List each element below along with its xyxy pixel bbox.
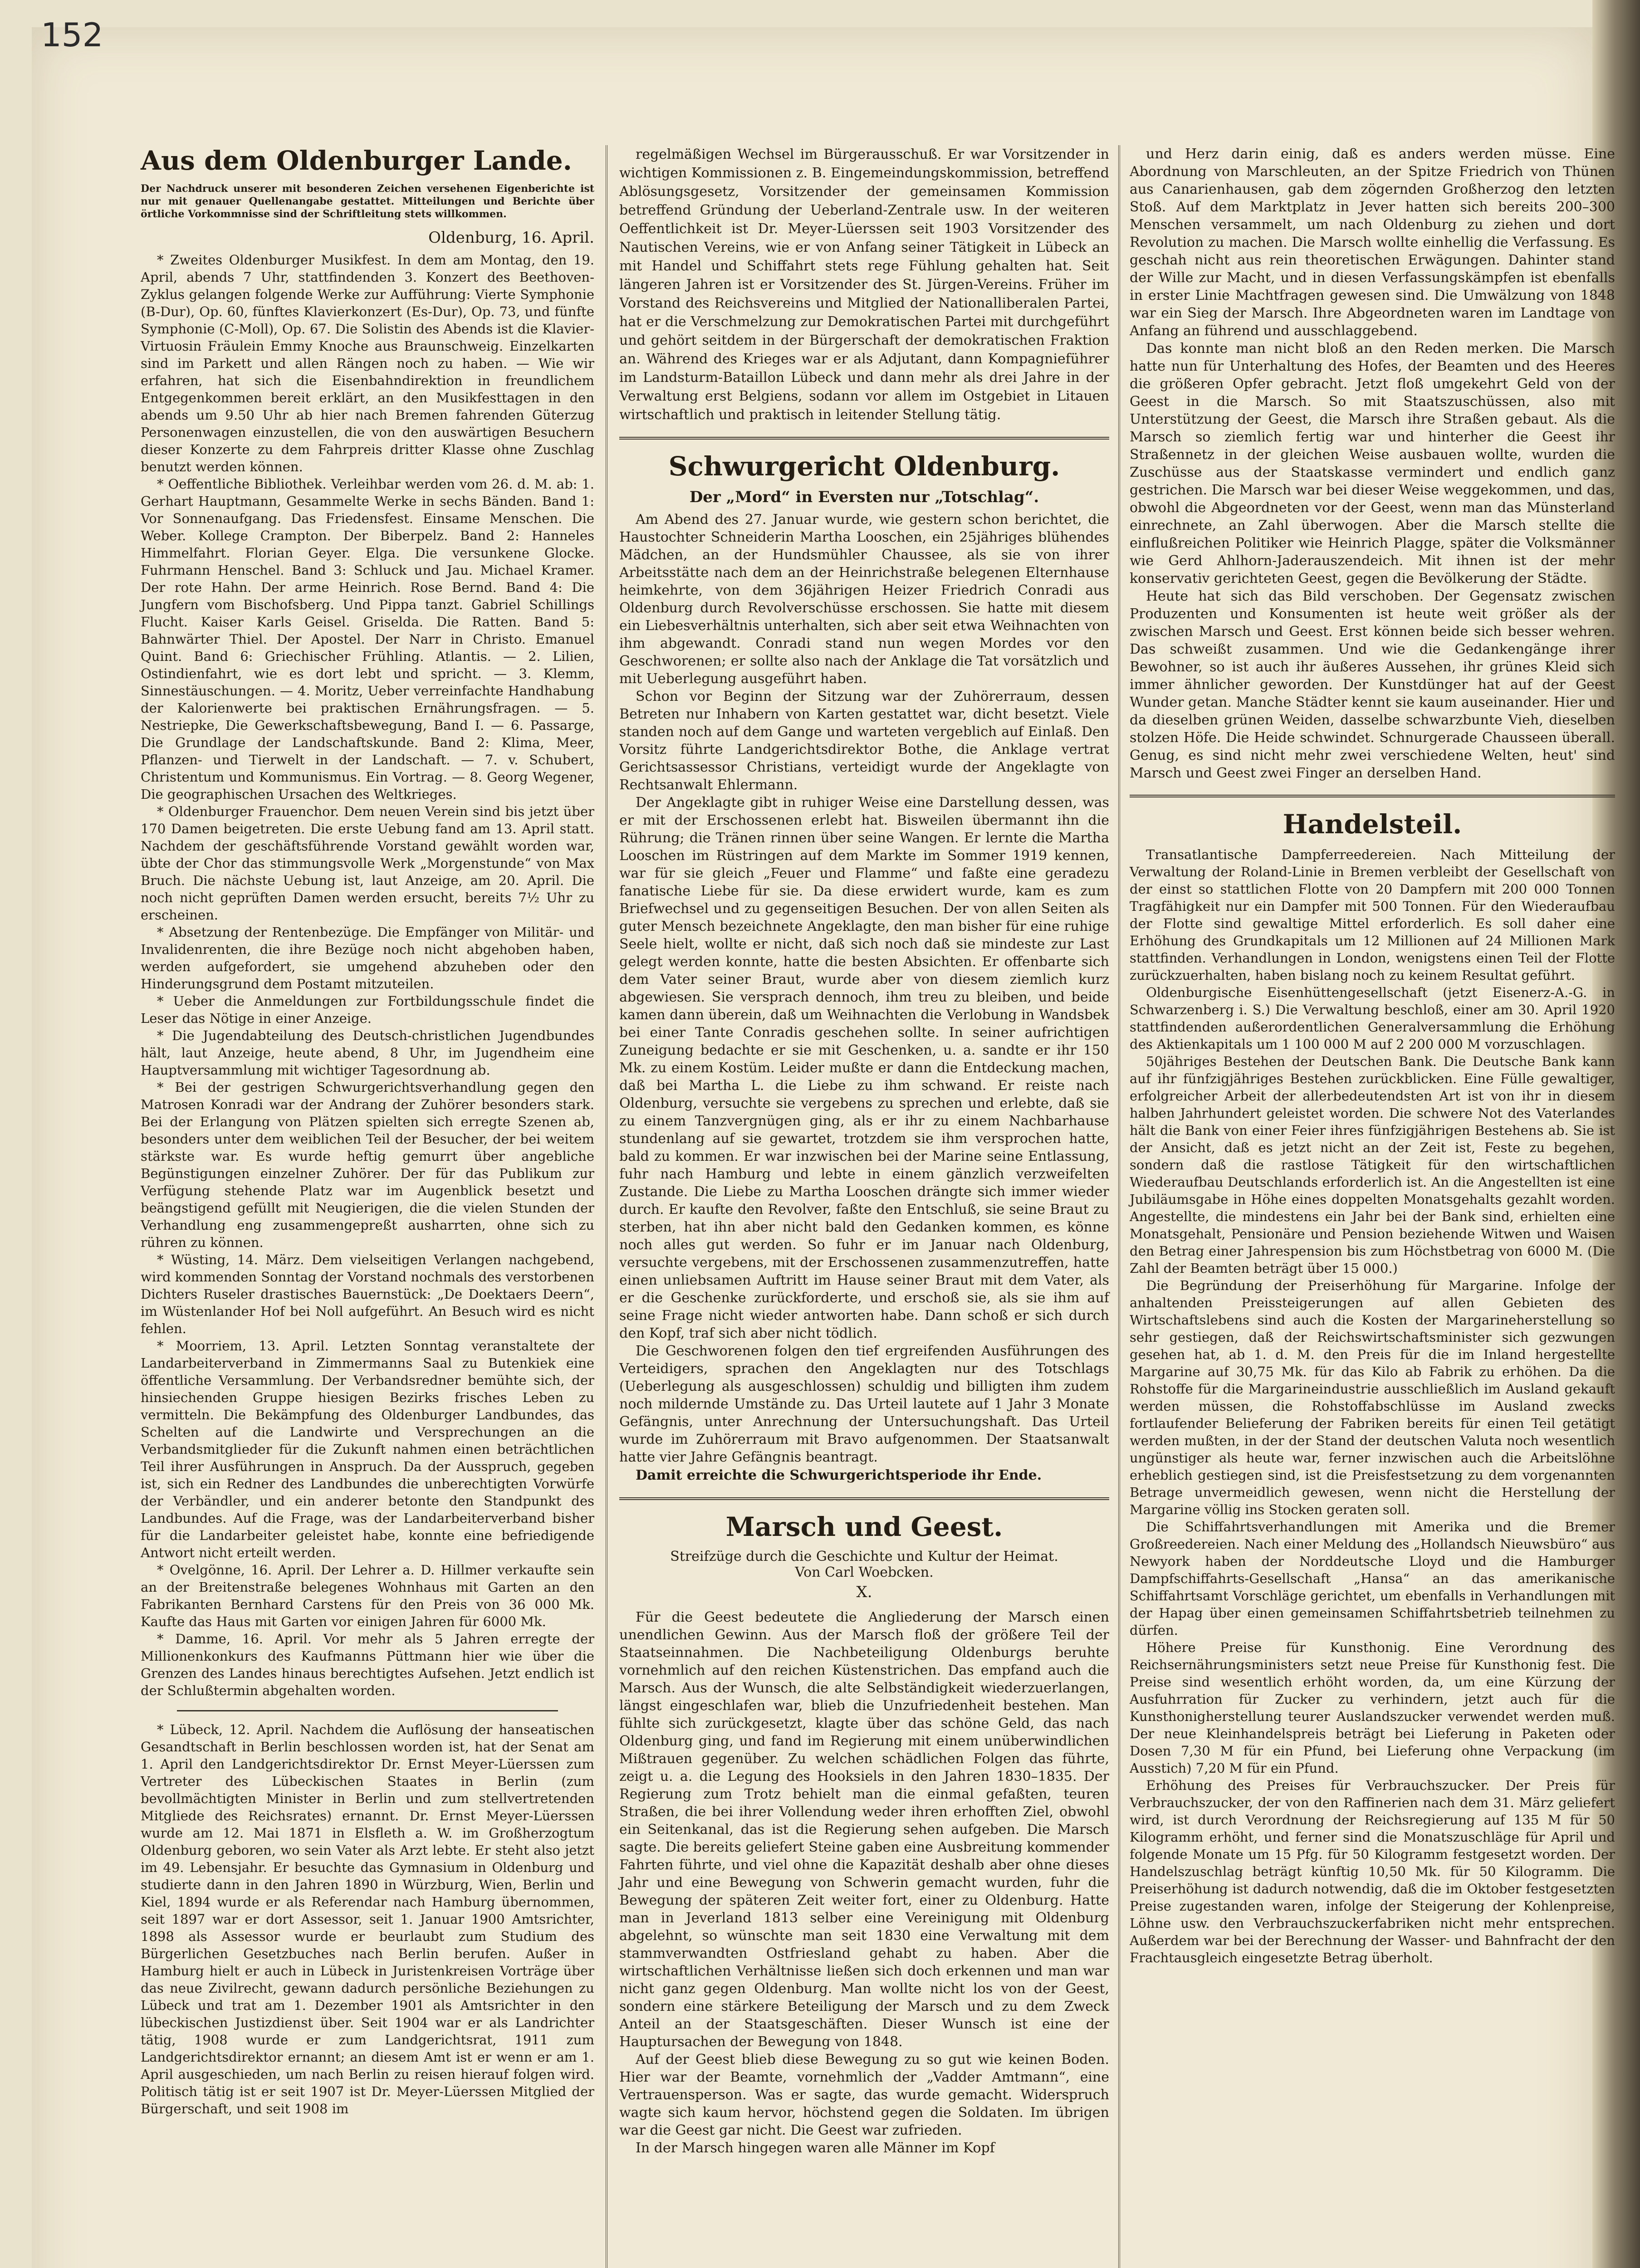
article-list — [141, 251, 594, 1699]
article-paragraph: * Ueber die Anmeldungen zur Fortbildungsschule findet die Leser das Nötige in einer Anzeige. — [141, 993, 594, 1026]
separator — [619, 437, 1109, 440]
section-title: Aus dem Oldenburger Lande. — [141, 145, 572, 176]
article-paragraph: und Herz darin einig, daß es anders werden müsse. Eine Abordnung von Marschleuten, an der Spitze Friedrich von Thünen aus Canarienhausen, gab dem zögernden Großherzog den letzten Stoß. Auf dem Marktplatz in Jever hatten sich bereits 200–300 Menschen versammelt, um nach Oldenburg zu ziehen und dort Revolution zu machen. Die Marsch wollte einhellig die Verfassung. Es geschah nicht aus rein theoretischen Erwägungen. Dahinter stand der Wille zur Macht, und in diesen Verfassungskämpfen ist ebenfalls in erster Linie Machtfragen gewesen sind. Die Umwälzung von 1848 war ein Sieg der Marsch. Ihre Abgeordneten waren im Landtage von Anfang an führend und ausschlaggebend. — [1130, 146, 1615, 339]
article-paragraph: Auf der Geest blieb diese Bewegung zu so gut wie keinen Boden. Hier war der Beamte, vornehmlich der „Vadder Amtmann“, eine Vertrauensperson. Was er sagte, das wurde gemacht. Widerspruch wagte sich kaum hervor, höchstend gegen die Soldaten. Im übrigen war die Geest gar nicht. Die Geest war zufrieden. — [619, 2052, 1109, 2138]
dateline: Oldenburg, 16. April. — [428, 229, 594, 247]
article-paragraph: Schon vor Beginn der Sitzung war der Zuhörerraum, dessen Betreten nur Inhabern von Karten gestattet war, dicht besetzt. Viele standen noch auf dem Gange und warteten vergeblich auf Einlaß. Den Vorsitz führte Landgerichtsdirektor Bothe, die Anklage vertrat Gerichtsassessor Christians, verteidigt wurde der Angeklagte von Rechtsanwalt Ehlermann. — [619, 689, 1109, 793]
article-paragraph: * Ovelgönne, 16. April. Der Lehrer a. D. Hillmer verkaufte sein an der Breitenstraße belegenes Wohnhaus mit Garten an den Fabrikanten Bernhard Carstens für den Preis von 36 000 Mk. Kaufte das Haus mit Garten vor einigen Jahren für 6000 Mk. — [141, 1562, 594, 1629]
article-paragraph: Die Geschworenen folgen den tief ergreifenden Ausführungen des Verteidigers, sprachen den Angeklagten nur des Totschlags (Ueberlegung als ausgeschlossen) schuldig und billigten ihm zudem noch mildernde Umstände zu. Das Urteil lautete auf 1 Jahr 3 Monate Gefängnis, unter Anrechnung der Untersuchungshaft. Das Urteil wurde im Zuhörerraum mit Bravo aufgenommen. Der Staatsanwalt hatte vier Jahre Gefängnis beantragt. — [619, 1343, 1109, 1465]
article-paragraph: * Zweites Oldenburger Musikfest. In dem am Montag, den 19. April, abends 7 Uhr, stattfindenden 3. Konzert des Beethoven-Zyklus gelangen folgende Werke zur Aufführung: Vierte Symphonie (B-Dur), Op. 60, fünftes Klavierkonzert (Es-Dur), Op. 73, und fünfte Symphonie (C-Moll), Op. 67. Die Solistin des Abends ist die Klavier-Virtuosin Fräulein Emmy Knoche aus Braunschweig. Einzelkarten sind im Parkett und allen Rängen noch zu haben. — Wie wir erfahren, hat sich die Eisenbahndirektion in freundlichem Entgegenkommen bereit erklärt, an den Musikfesttagen in den abends um 9.50 Uhr ab hier nach Bremen fahrenden Güterzug Personenwagen einzustellen, die von den auswärtigen Besuchern dieser Konzerte zu dem Fahrpreis dritter Klasse ohne Zuschlag benutzt werden können. — [141, 252, 594, 474]
column-3 — [1130, 145, 1615, 1966]
article-body — [619, 1608, 1109, 2157]
article-paragraph: * Absetzung der Rentenbezüge. Die Empfänger von Militär- und Invalidenrenten, die ihre Bezüge noch nicht abgehoben haben, werden aufgefordert, sie umgehend abzuheben oder den Hinderungsgrund dem Postamt mitzuteilen. — [141, 924, 594, 992]
article-paragraph: Der Angeklagte gibt in ruhiger Weise eine Darstellung dessen, was er mit der Erschossenen erlebt hat. Bisweilen übermannt ihn die Rührung; die Tränen rinnen über seine Wangen. Er lernte die Martha Looschen im Rüstringen auf dem Markte im Sommer 1919 kennen, war für sie gleich „Feuer und Flamme“ und faßte eine geradezu fanatische Liebe für sie. Da diese erwidert wurde, kam es zum Briefwechsel und zu gegenseitigen Besuchen. Der von allen Seiten als guter Mensch bezeichnete Angeklagte, den man bisher für eine ruhige Seele hielt, wollte er nicht, daß sich noch daß sie mindeste zur Last gelegt werden konnte, hatte die besten Absichten. Er offenbarte sich dem Vater seiner Braut, wurde aber von diesem ziemlich kurz abgewiesen. Sie versprach dennoch, ihm treu zu bleiben, und beide kamen dann überein, daß um Weihnachten die Verlobung in Wandsbek bei einer Tante Conradis geschehen sollte. In seiner aufrichtigen Zuneigung bedachte er sie mit Geschenken, u. a. sandte er ihr 150 Mk. zu einem Kostüm. Leider mußte er dann die Entdeckung machen, daß bei Martha L. die Liebe zu ihm schwand. Er reiste nach Oldenburg, versuchte sie vergebens zu sprechen und erlebte, daß sie zu einem Tanzvergnügen ging, als er ihr zu einem Nachbarhause stundenlang auf sie gewartet, trotzdem sie ihm versprochen hatte, bald zu kommen. Er war inzwischen bei der Marine seine Entlassung, fuhr nach Hamburg und lebte in einem gänzlich verzweifelten Zustande. Die Liebe zu Martha Looschen drängte sich immer wieder durch. Er kaufte den Revolver, faßte den Entschluß, sie seine Braut zu sterben, hat ihn aber nicht bald den Gedanken kommen, es könne noch alles gut werden. So fuhr er im Januar nach Oldenburg, versuchte vergebens, mit der Erschossenen zusammenzutreffen, hatte einen unliebsamen Auftritt im Hause seiner Braut mit dem Vater, als er die Geschenke zurückforderte, und erschoß sie, als sie ihm auf seine Frage nicht wieder antworten habe. Dann schoß er sich durch den Kopf, traf sich aber nicht tödlich. — [619, 795, 1109, 1341]
article-closing: Damit erreichte die Schwurgerichtsperiode ihr Ende. — [636, 1467, 1042, 1483]
article-paragraph: Erhöhung des Preises für Verbrauchszucker. Der Preis für Verbrauchszucker, der von den Raffinerien nach dem 31. März geliefert wird, ist durch Verordnung der Reichsregierung auf 135 M für 50 Kilogramm erhöht, und ferner sind die Monatszuschläge für April und folgende Monate um 15 Pfg. für 50 Kilogramm festgesetzt worden. Der Handelszuschlag beträgt künftig 10,50 Mk. für 50 Kilogramm. Die Preiserhöhung ist dadurch notwendig, daß die im Oktober festgesetzten Preise zugestanden waren, infolge der Steigerung der Kohlenpreise, Löhne usw. den Verbrauchszuckerfabriken nicht mehr entsprechen. Außerdem war bei der Berechnung der Wasser- und Bahnfracht der den Frachtausgleich eingesetzte Betrag überholt. — [1130, 1778, 1615, 1965]
article-paragraph: * Lübeck, 12. April. Nachdem die Auflösung der hanseatischen Gesandtschaft in Berlin beschlossen worden ist, hat der Senat am 1. April den Landgerichtsdirektor Dr. Ernst Meyer-Lüerssen zum Vertreter des Lübeckischen Staates in Berlin (zum bevollmächtigten Minister in Berlin und zum stellvertretenden Mitgliede des Reichsrates) ernannt. Dr. Ernst Meyer-Lüerssen wurde am 12. Mai 1871 in Elsfleth a. W. im Großherzogtum Oldenburg geboren, wo sein Vater als Arzt lebte. Er steht also jetzt im 49. Lebensjahr. Er besuchte das Gymnasium in Oldenburg und studierte dann in den Jahren 1890 in Würzburg, Wien, Berlin und Kiel, 1894 wurde er als Referendar nach Hamburg übernommen, seit 1897 war er dort Assessor, seit 1. Januar 1900 Amtsrichter, 1898 als Assessor wurde er beurlaubt zum Studium des Bürgerlichen Gesetzbuches nach Berlin berufen. Außer in Hamburg hielt er auch in Lübeck in Juristenkreisen Vorträge über das neue Zivilrecht, gewann dadurch persönliche Beziehungen zu Lübeck und trat am 1. Dezember 1901 als Amtsrichter in den lübeckischen Justizdienst über. Seit 1904 war er als Landrichter tätig, 1908 wurde er zum Landgerichtsrat, 1911 zum Landgerichtsdirektor ernannt; an diesem Amt ist er wenn er am 1. April ausgeschieden, um nach Berlin zu reisen hierauf folgen wird. Politisch tätig ist er seit 1907 ist Dr. Meyer-Lüerssen Mitglied der Bürgerschaft, und seit 1908 im — [141, 1722, 594, 2116]
article-paragraph: Heute hat sich das Bild verschoben. Der Gegensatz zwischen Produzenten und Konsumenten ist heute weit größer als der zwischen Marsch und Geest. Erst können beide sich besser wehren. Das schweißt zusammen. Und wie die Gedankengänge ihrer Bewohner, so ist auch ihr äußeres Aussehen, ihr grünes Kleid sich immer ähnlicher geworden. Der Kunstdünger hat auf der Geest Wunder getan. Manche Städter kennt sie kaum auseinander. Hier und da dieselben grünen Weiden, dasselbe schwarzbunte Vieh, dieselben stolzen Höfe. Die Heide schwindet. Schnurgerade Chausseen überall. Genug, es sind nicht mehr zwei verschiedene Welten, heut' sind Marsch und Geest zwei Finger an derselben Hand. — [1130, 588, 1615, 781]
article-paragraph: 50jähriges Bestehen der Deutschen Bank. Die Deutsche Bank kann auf ihr fünfzigjähriges Bestehen zurückblicken. Eine Fülle gewaltiger, erfolgreicher Arbeit der allerbedeutendsten Art ist von ihr in diesem halben Jahrhundert geleistet worden. Die schwere Not des Vaterlandes hält die Bank von einer Feier ihres fünfzigjährigen Bestehens ab. Sie ist der Ansicht, daß es jetzt nicht an der Zeit ist, Feste zu begehen, sondern daß die rastlose Tätigkeit für den wirtschaftlichen Wiederaufbau Deutschlands erforderlich ist. An die Angestellten ist eine Jubiläumsgabe in Höhe eines doppelten Monatsgehalts gezahlt worden. Angestellte, die mindestens ein Jahr bei der Bank sind, erhielten eine Monatsgehalt, Pensionäre und Pension beziehende Witwen und Waisen den Betrag einer Jahrespension bis zum Höchstbetrag von 6000 M. (Die Zahl der Beamten beträgt über 15 000.) — [1130, 1054, 1615, 1276]
article-paragraph: * Bei der gestrigen Schwurgerichtsverhandlung gegen den Matrosen Konradi war der Andrang der Zuhörer besonders stark. Bei der Erlangung von Plätzen spielten sich erregte Szenen ab, besonders unter dem weiblichen Teil der Besucher, der bei weitem stärkste war. Es wurde heftig gemurrt über angebliche Begünstigungen einzelner Zuhörer. Der für das Publikum zur Verfügung stehende Platz war im Augenblick besetzt und beängstigend gefüllt mit Neugierigen, die die vielen Stunden der Verhandlung eng zusammengepreßt ausharrten, ohne sich zu rühren zu können. — [141, 1080, 594, 1250]
article-paragraph: Das konnte man nicht bloß an den Reden merken. Die Marsch hatte nun für Unterhaltung des Hofes, der Beamten und des Heeres die größeren Opfer gebracht. Jetzt floß umgekehrt Geld von der Geest in die Marsch. So mit Staatszuschüssen, also mit Unterstützung der Geest, die Marsch ihre Straßen gebaut. Als die Marsch so ziemlich fertig war und hinterher die Geest ihr Straßennetz in der gleichen Weise ausbauen wollte, wurden die Zuschüsse aus der Staatskasse vermindert und endlich ganz gestrichen. Die Marsch war bei dieser Weise weggekommen, und das, obwohl die Abgeordneten vor der Geest, wenn man das Münsterland einrechnete, an Zahl überwogen. Aber die Marsch stellte die einflußreichen Politiker wie Heinrich Plagge, später die Volksmänner wie Gerd Ahlhorn-Jaderauszendeich. Mit ihnen ist der mehr konservativ gerichteten Geest, gegen die Bevölkerung der Städte. — [1130, 341, 1615, 587]
article-paragraph: Transatlantische Dampferreedereien. Nach Mitteilung der Verwaltung der Roland-Linie in Bremen verbleibt der Gesellschaft von der einst so stattlichen Flotte von 20 Dampfern mit 200 000 Tonnen Tragfähigkeit nur ein Dampfer mit 500 Tonnen. Für den Wiederaufbau der Flotte sind gewaltige Mittel erforderlich. Es soll daher eine Erhöhung des Grundkapitals um 12 Millionen auf 24 Millionen Mark stattfinden. Verhandlungen in London, wenigstens einen Teil der Flotte zurückzuerhalten, haben bislang noch zu keinem Resultat geführt. — [1130, 847, 1615, 983]
article-body — [619, 511, 1109, 1466]
separator — [619, 1497, 1109, 1501]
column-2 — [619, 145, 1109, 2157]
article-paragraph: * Damme, 16. April. Vor mehr als 5 Jahren erregte der Millionenkonkurs des Kaufmanns Püttmann hier wie über die Grenzen des Landes hinaus berechtigtes Aufsehen. Jetzt endlich ist der Schlußtermin abgehalten worden. — [141, 1631, 594, 1698]
article-paragraph: * Oeffentliche Bibliothek. Verleihbar werden vom 26. d. M. ab: 1. Gerhart Hauptmann, Gesammelte Werke in sechs Bänden. Band 1: Vor Sonnenaufgang. Das Friedensfest. Einsame Menschen. Die Weber. Kollege Crampton. Der Biberpelz. Band 2: Hanneles Himmelfahrt. Florian Geyer. Elga. Die versunkene Glocke. Fuhrmann Henschel. Band 3: Schluck und Jau. Michael Kramer. Der rote Hahn. Der arme Heinrich. Rose Bernd. Band 4: Die Jungfern vom Bischofsberg. Und Pippa tanzt. Gabriel Schillings Flucht. Kaiser Karls Geisel. Griselda. Die Ratten. Band 5: Bahnwärter Thiel. Der Apostel. Der Narr in Christo. Emanuel Quint. Band 6: Griechischer Frühling. Atlantis. — 2. Lilien, Ostindienfahrt, wie es dort lebt und spricht. — 3. Klemm, Sinnestäuschungen. — 4. Moritz, Ueber verreinfachte Handhabung der Kalorienwerte bei praktischen Ernährungsfragen. — 5. Nestriepke, Die Gewerkschaftsbewegung, Band I. — 6. Passarge, Die Grundlage der Landschaftskunde. Band 2: Klima, Meer, Pflanzen- und Tierwelt in der Landschaft. — 7. v. Schubert, Christentum und Kommunismus. Ein Vortrag. — 8. Georg Wegener, Die geographischen Ursachen des Weltkrieges. — [141, 476, 594, 802]
article-paragraph: Höhere Preise für Kunsthonig. Eine Verordnung des Reichsernährungsministers setzt neue Preise für Kunsthonig fest. Die Preise sind wesentlich erhöht worden, da, um eine Kürzung der Ausfuhrration für Zucker zu verhindern, jetzt auch für die Kunsthonigherstellung teurer Auslandszucker verwendet werden muß. Der neue Kleinhandelspreis beträgt bei Lieferung in Paketen oder Dosen 7,30 M für ein Pfund, bei Lieferung ohne Verpackung (im Ausstich) 7,20 M für ein Pfund. — [1130, 1640, 1615, 1776]
column-1 — [141, 145, 594, 2117]
article-subtitle: Der „Mord“ in Eversten nur „Totschlag“. — [689, 488, 1039, 506]
section-title: Handelsteil. — [1283, 809, 1462, 840]
article-paragraph: In der Marsch hingegen waren alle Männer im Kopf — [636, 2140, 995, 2156]
article-paragraph: * Wüsting, 14. März. Dem vielseitigen Verlangen nachgebend, wird kommenden Sonntag der Vorstand nochmals des verstorbenen Dichters Ruseler drastisches Bauernstück: „De Doektaers Deern“, im Wüstenlander Hof bei Noll aufgeführt. An Besuch wird es nicht fehlen. — [141, 1252, 594, 1336]
article-paragraph: Am Abend des 27. Januar wurde, wie gestern schon berichtet, die Haustochter Schneiderin Martha Looschen, ein 25jähriges blühendes Mädchen, an der Hundsmühler Chaussee, als sie von ihrer Arbeitsstätte nach dem an der Heinrichstraße belegenen Elternhause heimkehrte, von dem 36jährigen Heizer Friedrich Conradi aus Oldenburg durch Revolverschüsse erschossen. Sie hatte mit diesem ein Liebesverhältnis unterhalten, sich aber seit etwa Weihnachten von ihm abgewandt. Conradi stand nun wegen Mordes vor den Geschworenen; er sollte also nach der Anklage die Tat vorsätzlich und mit Ueberlegung ausgeführt haben. — [619, 512, 1109, 687]
reprint-note: Der Nachdruck unserer mit besonderen Zeichen versehenen Eigenberichte ist nur mit genauer Quellenangabe gestattet. Mitteilungen und Berichte über örtliche Vorkommnisse sind der Schriftleitung stets willkommen. — [141, 183, 594, 220]
article-paragraph: Die Schiffahrtsverhandlungen mit Amerika und die Bremer Großreedereien. Nach einer Meldung des „Hollandsch Nieuwsbüro“ aus Newyork haben der Norddeutsche Lloyd und die Hamburger Dampfschiffahrts-Gesellschaft „Hansa“ an das amerikanische Schiffahrtsamt Vorschläge gerichtet, um ebenfalls in Verhandlungen mit der Hapag über einen gemeinsamen Schiffahrtsbetrieb teilnehmen zu dürfen. — [1130, 1519, 1615, 1638]
column-rule — [1118, 145, 1120, 2268]
article-body — [1130, 145, 1615, 782]
article-paragraph: Die Begründung der Preiserhöhung für Margarine. Infolge der anhaltenden Preissteigerungen auf allen Gebieten des Wirtschaftslebens sind auch die Kosten der Margarineherstellung so sehr gestiegen, daß der Reichswirtschaftsminister sich gezwungen gesehen hat, ab 1. d. M. den Preis für die im Inland hergestellte Margarine auf 30,75 Mk. für das Kilo ab Fabrik zu erhöhen. Da die Rohstoffe für die Margarineindustrie ausschließlich im Ausland gekauft werden müssen, die Rohstoffabschlüsse im Ausland zwecks fortlaufender Belieferung der Fabriken bereits für einen Teil getätigt werden mußten, in der der Stand der deutschen Valuta noch wesentlich ungünstiger als heute war, ferner inzwischen auch die Arbeitslöhne erheblich gestiegen sind, ist die Preisfestsetzung zu dem vorgenannten Betrage unvermeidlich gewesen, wenn nicht die Herstellung der Margarine völlig ins Stocken geraten soll. — [1130, 1278, 1615, 1517]
article-paragraph: * Moorriem, 13. April. Letzten Sonntag veranstaltete der Landarbeiterverband in Zimmermanns Saal zu Butenkiek eine öffentliche Versammlung. Der Verbandsredner bemühte sich, der hinsiechenden Gruppe hiesigen Bezirks frisches Leben zu vermitteln. Die Bekämpfung des Oldenburger Landbundes, das Schelten auf die Landwirte und Versprechungen an die Verbandsmitglieder für die Zukunft nahmen einen beträchtlichen Teil ihrer Ausführungen in Anspruch. Da der Ausspruch, gegeben ist, sich ein Redner des Landbundes die unberechtigten Vorwürfe der Verbändler, und ein anderer betonte den Standpunkt des Landbundes. Auf die Frage, was der Landarbeiterverband bisher für die Landarbeiter geleistet habe, konnte eine befriedigende Antwort nicht erteilt werden. — [141, 1338, 594, 1560]
article-subtitle: Streifzüge durch die Geschichte und Kultur der Heimat. — [670, 1549, 1058, 1564]
separator — [177, 1710, 558, 1712]
article-list — [1130, 846, 1615, 1966]
section-title: Schwurgericht Oldenburg. — [668, 451, 1060, 482]
article-paragraph: * Oldenburger Frauenchor. Dem neuen Verein sind bis jetzt über 170 Damen beigetreten. Die erste Uebung fand am 13. April statt. Nachdem der geschäftsführende Vorstand gewählt worden war, übte der Chor das stimmungsvolle Werk „Morgenstunde“ von Max Bruch. Die nächste Uebung ist, laut Anzeige, am 20. April. Die noch nicht geprüften Damen werden ersucht, bereits 7½ Uhr zu erscheinen. — [141, 804, 594, 923]
article-author: Von Carl Woebcken. — [795, 1564, 934, 1580]
article-paragraph: Für die Geest bedeutete die Angliederung der Marsch einen unendlichen Gewinn. Aus der Marsch floß der größere Teil der Staatseinnahmen. Die Nachbeteiligung Oldenburgs beruhte vornehmlich auf den reichen Küstenstrichen. Das empfand auch die Marsch. Aus der Wunsch, die alte Selbständigkeit wiederzuerlangen, längst eingeschlafen war, blieb die Unzufriedenheit bestehen. Man fühlte sich zurückgesetzt, klagte über das schöne Geld, das nach Oldenburg ging, und fand im Regierung mit einem unüberwindlichen Mißtrauen gegenüber. Zu welchen schädlichen Folgen das führte, zeigt u. a. die Legung des Hooksiels in den Jahren 1830–1835. Der Regierung zum Trotz behielt man die einmal gefaßten, teuren Straßen, die bei ihrer Vollendung weder ihren erhofften Ziel, obwohl ein Seitenkanal, das ist die Regierung sehen aufgeben. Die Marsch sagte. Die bereits geliefert Steine gaben eine Ausbreitung kommender Fahrten führte, und viel ohne die Kapazität deshalb aber ohne dieses Jahr und eine Bewegung von Schwerin gemacht wurden, fuhr die Bewegung der späteren Zeit weiter fort, einer zu Oldenburg. Hatte man in Jeverland 1813 selber eine Vereinigung mit Oldenburg abgelehnt, so wünschte man seit 1830 eine Verwaltung mit dem stammverwandten Ostfriesland gehabt zu haben. Aber die wirtschaftlichen Verhältnisse ließen sich doch erkennen und man war nicht ganz gegen Oldenburg. Man wollte nicht los von der Geest, sondern eine stärkere Beteiligung der Marsch und zu dem Zweck Anteil an der Staatsgeschäften. Dieser Wunsch ist eine der Hauptursachen der Bewegung von 1848. — [619, 1609, 1109, 2050]
page-number: 152 — [41, 16, 103, 54]
article-part-number: X. — [856, 1583, 872, 1601]
article-paragraph: regelmäßigen Wechsel im Bürgerausschuß. Er war Vorsitzender in wichtigen Kommissionen z. B. Eingemeindungskommission, betreffend Ablösungsgesetz, Vorsitzender der gemeinsamen Kommission betreffend Gründung der Ueberland-Zentrale usw. In der weiteren Oeffentlichkeit ist Dr. Meyer-Lüerssen seit 1903 Vorsitzender des Nautischen Vereins, wie er von Anfang seiner Tätigkeit in Lübeck an mit Handel und Schiffahrt stets rege Fühlung gehalten hat. Seit längeren Jahren ist er Vorsitzender des St. Jürgen-Vereins. Früher im Vorstand des Reichsvereins und Mitglied der Nationalliberalen Partei, hat er die Verschmelzung zur Demokratischen Partei mit durchgeführt und gehört seitdem in der Bürgerschaft der demokratischen Fraktion an. Während des Krieges war er als Adjutant, dann Kompagnieführer im Landsturm-Bataillon Lübeck und dann mehr als drei Jahre in der Verwaltung erst Belgiens, sodann vor allem im Ostgebiet in Litauen wirtschaftlich und praktisch in leitender Stellung tätig. — [619, 147, 1109, 423]
separator — [1130, 795, 1615, 798]
article-paragraph: * Die Jugendabteilung des Deutsch-christlichen Jugendbundes hält, laut Anzeige, heute abend, 8 Uhr, im Jugendheim eine Hauptversammlung mit wichtiger Tagesordnung ab. — [141, 1028, 594, 1078]
section-title: Marsch und Geest. — [725, 1511, 1003, 1542]
column-rule — [606, 145, 607, 2268]
article-paragraph: Oldenburgische Eisenhüttengesellschaft (jetzt Eisenerz-A.-G. in Schwarzenberg i. S.) Die Verwaltung beschloß, einer am 30. April 1920 stattfindenden außerordentlichen Generalversammlung die Erhöhung des Aktienkapitals um 1 100 000 M auf 2 200 000 M vorzuschlagen. — [1130, 985, 1615, 1052]
